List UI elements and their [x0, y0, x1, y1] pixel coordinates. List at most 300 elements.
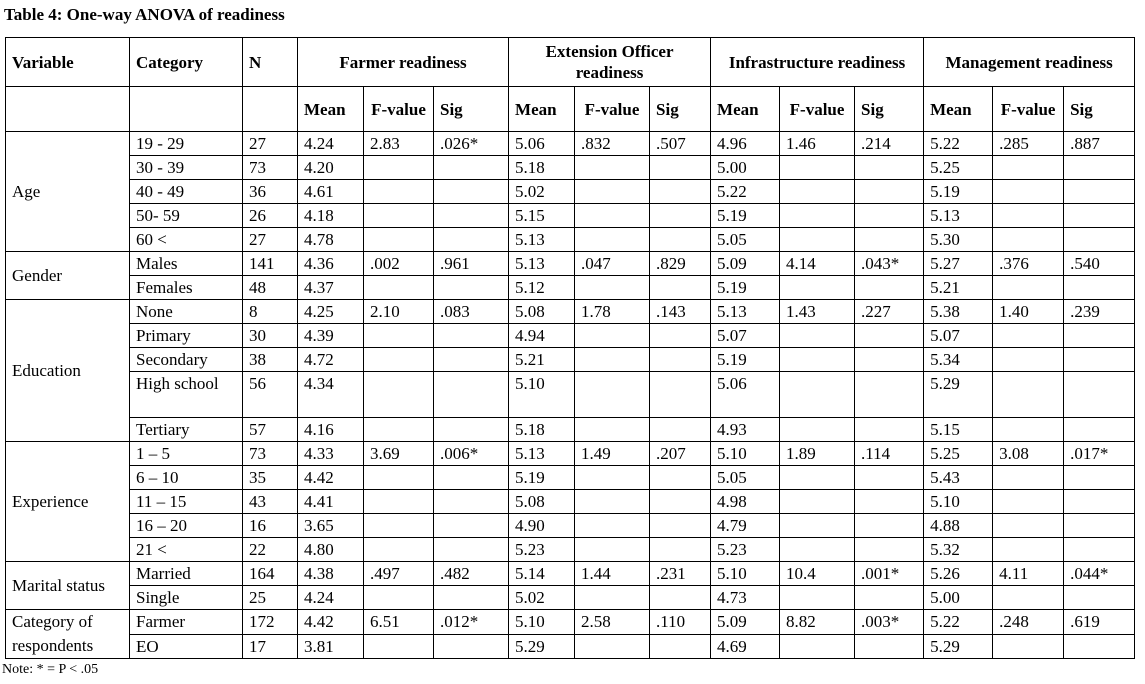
value-cell: .248	[993, 610, 1064, 635]
value-cell: 5.00	[711, 156, 780, 180]
value-cell: 4.24	[298, 132, 364, 156]
header-farmer-readiness: Farmer readiness	[298, 38, 509, 87]
value-cell: .540	[1064, 252, 1135, 276]
header-empty	[130, 87, 243, 132]
value-cell: 56	[243, 372, 298, 418]
value-cell	[1064, 466, 1135, 490]
value-cell: .083	[434, 300, 509, 324]
value-cell: .482	[434, 562, 509, 586]
value-cell	[1064, 634, 1135, 659]
value-cell	[364, 514, 434, 538]
value-cell: .012*	[434, 610, 509, 635]
value-cell: 2.58	[575, 610, 650, 635]
table-row	[6, 204, 1135, 228]
value-cell: 5.10	[924, 490, 993, 514]
category-cell: 11 – 15	[130, 490, 243, 514]
category-cell: 19 - 29	[130, 132, 243, 156]
category-cell: Primary	[130, 324, 243, 348]
value-cell: .043*	[855, 252, 924, 276]
value-cell: 35	[243, 466, 298, 490]
value-cell	[1064, 372, 1135, 418]
value-cell	[993, 514, 1064, 538]
value-cell: .239	[1064, 300, 1135, 324]
value-cell: 5.14	[509, 562, 575, 586]
value-cell: 27	[243, 228, 298, 252]
value-cell: .507	[650, 132, 711, 156]
value-cell: 5.21	[924, 276, 993, 300]
header-variable: Variable	[6, 38, 130, 87]
value-cell: 4.38	[298, 562, 364, 586]
table-row	[6, 180, 1135, 204]
value-cell	[855, 634, 924, 659]
value-cell: 4.96	[711, 132, 780, 156]
value-cell	[364, 538, 434, 562]
anova-table	[5, 37, 1135, 659]
value-cell: 164	[243, 562, 298, 586]
value-cell: 5.21	[509, 348, 575, 372]
table-row	[6, 252, 1135, 276]
category-cell: Tertiary	[130, 418, 243, 442]
value-cell: 8	[243, 300, 298, 324]
value-cell: .026*	[434, 132, 509, 156]
value-cell	[780, 586, 855, 610]
value-cell: 3.81	[298, 634, 364, 659]
value-cell	[993, 204, 1064, 228]
value-cell: 73	[243, 156, 298, 180]
value-cell: 4.69	[711, 634, 780, 659]
value-cell: 22	[243, 538, 298, 562]
value-cell	[434, 156, 509, 180]
value-cell	[993, 228, 1064, 252]
value-cell	[855, 276, 924, 300]
value-cell	[855, 418, 924, 442]
value-cell: .003*	[855, 610, 924, 635]
category-cell: Males	[130, 252, 243, 276]
value-cell: 1.44	[575, 562, 650, 586]
value-cell: 5.19	[711, 276, 780, 300]
value-cell: 5.19	[509, 466, 575, 490]
subheader-mean: Mean	[298, 87, 364, 132]
value-cell: .207	[650, 442, 711, 466]
value-cell: 4.33	[298, 442, 364, 466]
value-cell: 4.98	[711, 490, 780, 514]
value-cell	[575, 372, 650, 418]
value-cell: 4.79	[711, 514, 780, 538]
value-cell	[364, 348, 434, 372]
value-cell: .829	[650, 252, 711, 276]
category-cell: 40 - 49	[130, 180, 243, 204]
value-cell: 4.78	[298, 228, 364, 252]
subheader-f-value: F-value	[575, 87, 650, 132]
value-cell: 3.08	[993, 442, 1064, 466]
value-cell	[434, 538, 509, 562]
category-cell: 50- 59	[130, 204, 243, 228]
value-cell: 4.61	[298, 180, 364, 204]
value-cell	[575, 418, 650, 442]
value-cell	[780, 490, 855, 514]
value-cell	[1064, 538, 1135, 562]
value-cell: 5.07	[711, 324, 780, 348]
value-cell	[855, 324, 924, 348]
value-cell: 27	[243, 132, 298, 156]
value-cell: 5.10	[711, 442, 780, 466]
variable-cell: Experience	[6, 442, 130, 562]
value-cell: 5.02	[509, 180, 575, 204]
value-cell: 5.32	[924, 538, 993, 562]
value-cell: 43	[243, 490, 298, 514]
value-cell	[364, 490, 434, 514]
value-cell	[434, 490, 509, 514]
value-cell	[434, 228, 509, 252]
value-cell	[855, 348, 924, 372]
value-cell: 172	[243, 610, 298, 635]
value-cell: 5.22	[924, 610, 993, 635]
value-cell	[650, 490, 711, 514]
value-cell	[575, 276, 650, 300]
value-cell	[364, 586, 434, 610]
subheader-sig: Sig	[855, 87, 924, 132]
value-cell	[575, 538, 650, 562]
value-cell	[434, 466, 509, 490]
subheader-mean: Mean	[924, 87, 993, 132]
value-cell	[855, 228, 924, 252]
value-cell: 16	[243, 514, 298, 538]
value-cell: .001*	[855, 562, 924, 586]
value-cell	[993, 538, 1064, 562]
value-cell: 5.19	[711, 348, 780, 372]
value-cell	[364, 204, 434, 228]
value-cell: 1.40	[993, 300, 1064, 324]
value-cell: 5.05	[711, 466, 780, 490]
value-cell: 5.13	[509, 442, 575, 466]
value-cell	[650, 586, 711, 610]
header-empty	[6, 87, 130, 132]
value-cell: 4.34	[298, 372, 364, 418]
value-cell	[855, 514, 924, 538]
value-cell: 36	[243, 180, 298, 204]
value-cell: .231	[650, 562, 711, 586]
value-cell	[1064, 324, 1135, 348]
category-cell: Farmer	[130, 610, 243, 635]
value-cell: 3.65	[298, 514, 364, 538]
value-cell: .110	[650, 610, 711, 635]
value-cell	[575, 324, 650, 348]
table-row	[6, 372, 1135, 418]
category-cell: None	[130, 300, 243, 324]
value-cell: .006*	[434, 442, 509, 466]
value-cell: 4.14	[780, 252, 855, 276]
value-cell: 5.18	[509, 418, 575, 442]
value-cell	[1064, 418, 1135, 442]
value-cell	[434, 418, 509, 442]
value-cell: 5.34	[924, 348, 993, 372]
table-row	[6, 562, 1135, 586]
subheader-mean: Mean	[509, 87, 575, 132]
value-cell	[993, 466, 1064, 490]
value-cell: .227	[855, 300, 924, 324]
subheader-sig: Sig	[650, 87, 711, 132]
subheader-f-value: F-value	[780, 87, 855, 132]
value-cell: .002	[364, 252, 434, 276]
subheader-f-value: F-value	[364, 87, 434, 132]
category-cell: 30 - 39	[130, 156, 243, 180]
value-cell: 5.10	[509, 372, 575, 418]
table-row	[6, 490, 1135, 514]
category-cell: EO	[130, 634, 243, 659]
value-cell: 4.39	[298, 324, 364, 348]
value-cell: 4.90	[509, 514, 575, 538]
value-cell: .497	[364, 562, 434, 586]
value-cell: 5.02	[509, 586, 575, 610]
value-cell: 5.30	[924, 228, 993, 252]
value-cell	[780, 372, 855, 418]
value-cell: 4.24	[298, 586, 364, 610]
value-cell	[575, 514, 650, 538]
value-cell	[780, 204, 855, 228]
header-extension-officer-readiness: Extension Officer readiness	[509, 38, 711, 87]
value-cell	[993, 324, 1064, 348]
value-cell	[434, 324, 509, 348]
value-cell: 5.22	[924, 132, 993, 156]
value-cell	[780, 514, 855, 538]
value-cell	[780, 348, 855, 372]
table-row	[6, 132, 1135, 156]
value-cell: 5.07	[924, 324, 993, 348]
value-cell	[575, 228, 650, 252]
value-cell: 2.10	[364, 300, 434, 324]
value-cell: .044*	[1064, 562, 1135, 586]
category-cell: Single	[130, 586, 243, 610]
value-cell	[434, 348, 509, 372]
value-cell: 10.4	[780, 562, 855, 586]
value-cell: 1.78	[575, 300, 650, 324]
table-row	[6, 324, 1135, 348]
value-cell	[780, 180, 855, 204]
value-cell: 141	[243, 252, 298, 276]
value-cell: 5.19	[924, 180, 993, 204]
value-cell: 5.43	[924, 466, 993, 490]
value-cell: 2.83	[364, 132, 434, 156]
value-cell: 5.29	[509, 634, 575, 659]
value-cell: 4.80	[298, 538, 364, 562]
value-cell: 5.13	[509, 252, 575, 276]
value-cell	[650, 634, 711, 659]
value-cell: 1.49	[575, 442, 650, 466]
table-row	[6, 466, 1135, 490]
value-cell: 4.41	[298, 490, 364, 514]
value-cell	[1064, 156, 1135, 180]
value-cell	[855, 586, 924, 610]
value-cell: 4.42	[298, 610, 364, 635]
value-cell	[780, 634, 855, 659]
value-cell: 5.00	[924, 586, 993, 610]
value-cell	[364, 156, 434, 180]
category-cell: 21 <	[130, 538, 243, 562]
variable-cell: Category of respondents	[6, 610, 130, 659]
table-title: Table 4: One-way ANOVA of readiness	[4, 5, 285, 24]
value-cell	[434, 276, 509, 300]
value-cell	[575, 156, 650, 180]
category-cell: High school	[130, 372, 243, 418]
table-row	[6, 442, 1135, 466]
header-management-readiness: Management readiness	[924, 38, 1135, 87]
value-cell	[780, 156, 855, 180]
value-cell: .887	[1064, 132, 1135, 156]
value-cell	[855, 180, 924, 204]
value-cell	[1064, 276, 1135, 300]
value-cell	[575, 586, 650, 610]
table-row	[6, 276, 1135, 300]
value-cell: .832	[575, 132, 650, 156]
value-cell: 5.19	[711, 204, 780, 228]
value-cell: 5.09	[711, 610, 780, 635]
table-row	[6, 348, 1135, 372]
value-cell	[364, 418, 434, 442]
value-cell: .017*	[1064, 442, 1135, 466]
value-cell: 1.46	[780, 132, 855, 156]
value-cell	[1064, 228, 1135, 252]
value-cell: .047	[575, 252, 650, 276]
value-cell: 5.18	[509, 156, 575, 180]
value-cell: 5.06	[711, 372, 780, 418]
value-cell	[993, 490, 1064, 514]
value-cell: .143	[650, 300, 711, 324]
value-cell	[1064, 204, 1135, 228]
value-cell	[855, 372, 924, 418]
value-cell: 4.93	[711, 418, 780, 442]
value-cell: .214	[855, 132, 924, 156]
value-cell	[855, 204, 924, 228]
value-cell: 8.82	[780, 610, 855, 635]
value-cell	[855, 156, 924, 180]
value-cell	[993, 156, 1064, 180]
value-cell	[780, 228, 855, 252]
value-cell	[1064, 586, 1135, 610]
category-cell: Secondary	[130, 348, 243, 372]
value-cell	[650, 372, 711, 418]
subheader-sig: Sig	[434, 87, 509, 132]
value-cell: 5.29	[924, 372, 993, 418]
value-cell	[434, 180, 509, 204]
value-cell: 5.26	[924, 562, 993, 586]
value-cell	[575, 348, 650, 372]
header-n: N	[243, 38, 298, 87]
value-cell: 4.36	[298, 252, 364, 276]
value-cell	[1064, 348, 1135, 372]
value-cell	[993, 586, 1064, 610]
value-cell: 5.15	[509, 204, 575, 228]
category-cell: 16 – 20	[130, 514, 243, 538]
value-cell: .114	[855, 442, 924, 466]
value-cell	[993, 180, 1064, 204]
value-cell	[650, 514, 711, 538]
value-cell	[575, 466, 650, 490]
value-cell: 5.22	[711, 180, 780, 204]
value-cell	[650, 180, 711, 204]
value-cell: 5.29	[924, 634, 993, 659]
table-row	[6, 634, 1135, 659]
value-cell: 5.15	[924, 418, 993, 442]
value-cell: 4.25	[298, 300, 364, 324]
value-cell	[364, 372, 434, 418]
value-cell: 30	[243, 324, 298, 348]
table-row	[6, 228, 1135, 252]
value-cell: 26	[243, 204, 298, 228]
value-cell: 4.16	[298, 418, 364, 442]
value-cell: 4.20	[298, 156, 364, 180]
value-cell: .619	[1064, 610, 1135, 635]
value-cell: 5.10	[509, 610, 575, 635]
value-cell	[780, 538, 855, 562]
variable-cell: Education	[6, 300, 130, 442]
value-cell	[575, 634, 650, 659]
category-cell: 60 <	[130, 228, 243, 252]
value-cell	[780, 276, 855, 300]
value-cell: 5.09	[711, 252, 780, 276]
value-cell: .285	[993, 132, 1064, 156]
variable-cell: Age	[6, 132, 130, 252]
value-cell: 4.42	[298, 466, 364, 490]
value-cell: 5.06	[509, 132, 575, 156]
value-cell	[434, 204, 509, 228]
header-infrastructure-readiness: Infrastructure readiness	[711, 38, 924, 87]
table-row	[6, 514, 1135, 538]
value-cell	[993, 634, 1064, 659]
value-cell: .376	[993, 252, 1064, 276]
value-cell: 1.89	[780, 442, 855, 466]
subheader-mean: Mean	[711, 87, 780, 132]
value-cell: 5.23	[711, 538, 780, 562]
value-cell: 5.13	[509, 228, 575, 252]
value-cell: 73	[243, 442, 298, 466]
value-cell	[434, 514, 509, 538]
value-cell: 5.05	[711, 228, 780, 252]
value-cell: 5.27	[924, 252, 993, 276]
value-cell	[575, 490, 650, 514]
value-cell	[650, 538, 711, 562]
value-cell	[575, 180, 650, 204]
value-cell	[650, 418, 711, 442]
value-cell	[855, 490, 924, 514]
table-row	[6, 538, 1135, 562]
value-cell	[650, 324, 711, 348]
value-cell	[993, 418, 1064, 442]
value-cell	[434, 586, 509, 610]
table-row	[6, 418, 1135, 442]
value-cell: 4.72	[298, 348, 364, 372]
header-empty	[243, 87, 298, 132]
value-cell: 3.69	[364, 442, 434, 466]
value-cell	[650, 466, 711, 490]
value-cell	[1064, 514, 1135, 538]
value-cell	[434, 372, 509, 418]
value-cell	[780, 324, 855, 348]
value-cell: 4.94	[509, 324, 575, 348]
category-cell: Married	[130, 562, 243, 586]
value-cell: 5.23	[509, 538, 575, 562]
value-cell	[780, 466, 855, 490]
value-cell: 57	[243, 418, 298, 442]
value-cell	[855, 538, 924, 562]
value-cell	[364, 228, 434, 252]
value-cell: 17	[243, 634, 298, 659]
value-cell	[650, 228, 711, 252]
value-cell: 4.88	[924, 514, 993, 538]
value-cell: 5.12	[509, 276, 575, 300]
value-cell: 5.08	[509, 490, 575, 514]
value-cell: 1.43	[780, 300, 855, 324]
value-cell: 6.51	[364, 610, 434, 635]
